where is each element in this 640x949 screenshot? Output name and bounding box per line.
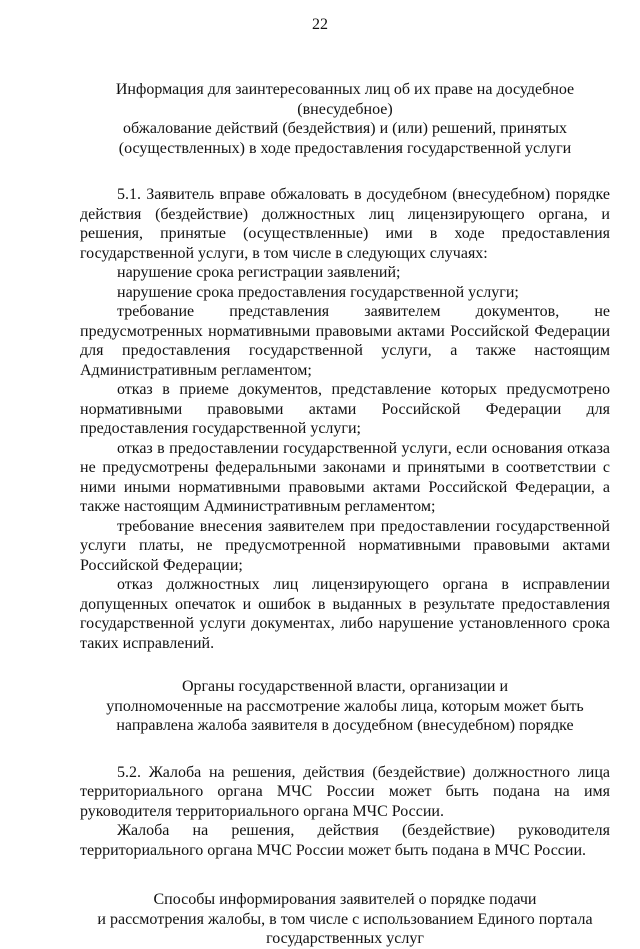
page-number: 22 xyxy=(312,16,328,33)
section-heading-appeal-rights xyxy=(80,80,610,158)
heading-line: (осуществленных) в ходе предоставления государственной услуги xyxy=(118,139,572,157)
section-heading-appeal-bodies xyxy=(80,677,610,736)
paragraph: Жалоба на решения, действия (бездействие) руководителя территориального органа МЧС России может быть подана в МЧС России. xyxy=(80,822,610,859)
list-item: отказ в приеме документов, представление которых предусмотрено нормативными правовыми актами Российской Федерации для предоставления государственной услуги; xyxy=(80,381,610,437)
list-item: нарушение срока регистрации заявлений; xyxy=(117,264,401,281)
paragraph-5-2: 5.2. Жалоба на решения, действия (бездействие) должностного лица территориального органа МЧС России может быть подана на имя руководителя территориального органа МЧС России. xyxy=(80,763,610,820)
heading-line: направлена жалоба заявителя в досудебном (внесудебном) порядке xyxy=(116,717,574,734)
list-item: требование представления заявителем документов, не предусмотренных нормативными правовыми актами Российской Федерации для предоставления государственной услуги, а также настоящим Административным регламентом; xyxy=(80,303,610,379)
heading-line: уполномоченные на рассмотрение жалобы лица, которым может быть xyxy=(106,697,584,715)
list-item: требование внесения заявителем при предоставлении государственной услуги платы, не предусмотренной нормативными правовыми актами Российской Федерации; xyxy=(80,517,610,574)
list-item: отказ должностных лиц лицензирующего органа в исправлении допущенных опечаток и ошибок в выданных в результате предоставления государственной услуги документах, либо нарушение установленного срока таких исправлений. xyxy=(80,576,610,652)
heading-line: Органы государственной власти, организации и xyxy=(181,678,509,695)
list-item: отказ в предоставлении государственной услуги, если основания отказа не предусмотрены федеральными законами и принятыми в соответствии с ними иными нормативными правовыми актами Российской Федерации, а также настоящим Административным регламентом; xyxy=(80,439,610,515)
list-item: нарушение срока предоставления государственной услуги; xyxy=(117,283,519,301)
document-body xyxy=(80,80,610,949)
paragraph-5-1: 5.1. Заявитель вправе обжаловать в досудебном (внесудебном) порядке действия (бездействие) должностных лиц лицензирующего органа, и решения, принятые (осуществленные) ими в ходе предоставления государственной услуги, в том числе в следующих случаях: xyxy=(80,186,610,262)
section-heading-informing-methods xyxy=(80,890,610,949)
heading-line: Способы информирования заявителей о порядке подачи xyxy=(153,891,537,908)
heading-line: Информация для заинтересованных лиц об их праве на досудебное (внесудебное) xyxy=(115,81,575,118)
heading-line: обжалование действий (бездействия) и (или) решений, принятых xyxy=(123,120,567,137)
heading-line: и рассмотрения жалобы, в том числе с использованием Единого портала xyxy=(97,910,593,928)
heading-line: государственных услуг xyxy=(266,930,424,947)
